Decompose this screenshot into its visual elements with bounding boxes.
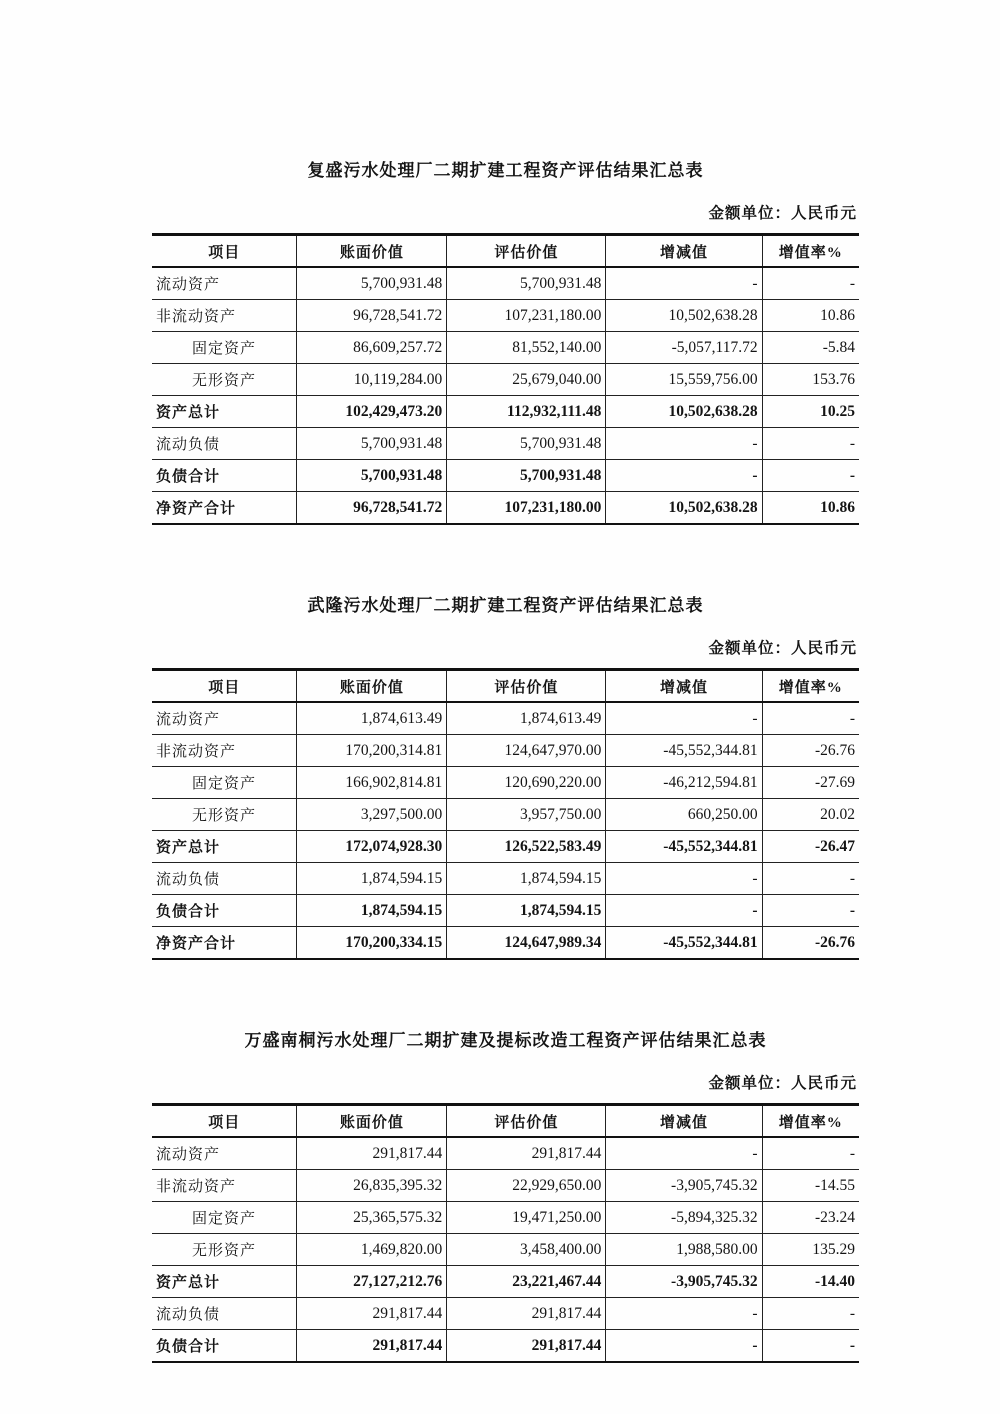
cell-value: 107,231,180.00 [447,492,606,525]
table-row [152,300,859,332]
column-header: 项目 [152,235,297,268]
row-label: 固定资产 [152,332,297,364]
table-title-wulong: 武隆污水处理厂二期扩建工程资产评估结果汇总表 [307,596,704,615]
cell-value: -5,894,325.32 [606,1202,762,1234]
cell-value: 22,929,650.00 [447,1170,606,1202]
row-label: 非流动资产 [152,300,297,332]
cell-value: 1,874,594.15 [447,863,606,895]
cell-value: - [762,1298,859,1330]
cell-value: 96,728,541.72 [297,492,447,525]
row-label: 流动负债 [152,428,297,460]
table-header-row [152,1105,859,1138]
row-label: 无形资产 [152,1234,297,1266]
cell-value: 166,902,814.81 [297,767,447,799]
row-label: 流动资产 [152,267,297,300]
cell-value: 5,700,931.48 [447,428,606,460]
column-header: 增减值 [606,670,762,703]
column-header: 项目 [152,1105,297,1138]
row-label: 流动资产 [152,1137,297,1170]
table-row [152,702,859,735]
cell-value: - [762,863,859,895]
table-row [152,460,859,492]
table-row [152,1202,859,1234]
cell-value: - [762,460,859,492]
cell-value: 1,874,594.15 [297,863,447,895]
cell-value: 1,874,594.15 [447,895,606,927]
cell-value: 291,817.44 [297,1330,447,1363]
table-row [152,1330,859,1363]
row-label: 负债合计 [152,895,297,927]
asset-summary-table-wansheng-nantong [152,1103,859,1363]
cell-value: 1,469,820.00 [297,1234,447,1266]
cell-value: 112,932,111.48 [447,396,606,428]
table-body [152,1137,859,1362]
table-title-wansheng-nantong: 万盛南桐污水处理厂二期扩建及提标改造工程资产评估结果汇总表 [244,1031,767,1050]
table-body [152,702,859,959]
row-label: 资产总计 [152,1266,297,1298]
table-section-fusheng [0,0,1000,525]
cell-value: -14.40 [762,1266,859,1298]
cell-value: 10.86 [762,300,859,332]
cell-value: 27,127,212.76 [297,1266,447,1298]
cell-value: 10,502,638.28 [606,300,762,332]
column-header: 评估价值 [447,1105,606,1138]
cell-value: 172,074,928.30 [297,831,447,863]
cell-value: -45,552,344.81 [606,735,762,767]
table-header-row [152,670,859,703]
cell-value: - [762,1137,859,1170]
asset-summary-table-fusheng [152,233,859,525]
cell-value: 135.29 [762,1234,859,1266]
cell-value: -26.76 [762,927,859,960]
cell-value: 19,471,250.00 [447,1202,606,1234]
row-label: 非流动资产 [152,1170,297,1202]
cell-value: 1,988,580.00 [606,1234,762,1266]
cell-value: 10.86 [762,492,859,525]
column-header: 增减值 [606,1105,762,1138]
row-label: 无形资产 [152,799,297,831]
cell-value: 291,817.44 [447,1330,606,1363]
cell-value: 3,957,750.00 [447,799,606,831]
cell-value: -46,212,594.81 [606,767,762,799]
cell-value: 5,700,931.48 [297,460,447,492]
row-label: 净资产合计 [152,927,297,960]
row-label: 流动负债 [152,863,297,895]
cell-value: - [762,702,859,735]
cell-value: 291,817.44 [297,1298,447,1330]
row-label: 负债合计 [152,1330,297,1363]
table-header-row [152,235,859,268]
cell-value: - [762,895,859,927]
column-header: 增值率% [762,670,859,703]
cell-value: 660,250.00 [606,799,762,831]
cell-value: -3,905,745.32 [606,1266,762,1298]
cell-value: 15,559,756.00 [606,364,762,396]
table-row [152,396,859,428]
cell-value: 126,522,583.49 [447,831,606,863]
cell-value: - [606,428,762,460]
cell-value: -45,552,344.81 [606,927,762,960]
cell-value: - [606,1298,762,1330]
table-section-wansheng-nantong [0,960,1000,1363]
cell-value: -23.24 [762,1202,859,1234]
cell-value: -14.55 [762,1170,859,1202]
cell-value: 291,817.44 [297,1137,447,1170]
table-row [152,267,859,300]
table-body [152,267,859,524]
table-row [152,1170,859,1202]
table-row [152,831,859,863]
cell-value: 81,552,140.00 [447,332,606,364]
row-label: 非流动资产 [152,735,297,767]
cell-value: -3,905,745.32 [606,1170,762,1202]
cell-value: - [762,1330,859,1363]
cell-value: 10,502,638.28 [606,396,762,428]
row-label: 负债合计 [152,460,297,492]
table-row [152,492,859,525]
table-row [152,364,859,396]
cell-value: 124,647,989.34 [447,927,606,960]
cell-value: 170,200,334.15 [297,927,447,960]
row-label: 资产总计 [152,831,297,863]
cell-value: - [606,460,762,492]
cell-value: - [606,895,762,927]
cell-value: -26.47 [762,831,859,863]
cell-value: 107,231,180.00 [447,300,606,332]
cell-value: - [606,702,762,735]
table-row [152,1266,859,1298]
cell-value: 3,297,500.00 [297,799,447,831]
cell-value: - [762,428,859,460]
column-header: 账面价值 [297,235,447,268]
table-title-fusheng: 复盛污水处理厂二期扩建工程资产评估结果汇总表 [307,161,704,180]
row-label: 流动负债 [152,1298,297,1330]
table-row [152,799,859,831]
asset-summary-table-wulong [152,668,859,960]
table-section-wulong [0,525,1000,960]
cell-value: 10.25 [762,396,859,428]
table-row [152,735,859,767]
cell-value: 170,200,314.81 [297,735,447,767]
cell-value: 291,817.44 [447,1298,606,1330]
row-label: 固定资产 [152,767,297,799]
row-label: 固定资产 [152,1202,297,1234]
column-header: 评估价值 [447,670,606,703]
cell-value: 25,365,575.32 [297,1202,447,1234]
cell-value: 10,502,638.28 [606,492,762,525]
cell-value: -26.76 [762,735,859,767]
cell-value: 102,429,473.20 [297,396,447,428]
column-header: 增值率% [762,1105,859,1138]
currency-unit-label: 金额单位：人民币元 [708,1075,857,1092]
cell-value: 10,119,284.00 [297,364,447,396]
column-header: 账面价值 [297,1105,447,1138]
column-header: 评估价值 [447,235,606,268]
cell-value: 124,647,970.00 [447,735,606,767]
cell-value: - [606,1137,762,1170]
currency-unit-label: 金额单位：人民币元 [708,640,857,657]
cell-value: -5,057,117.72 [606,332,762,364]
table-row [152,1137,859,1170]
cell-value: -27.69 [762,767,859,799]
cell-value: 23,221,467.44 [447,1266,606,1298]
cell-value: 120,690,220.00 [447,767,606,799]
cell-value: 26,835,395.32 [297,1170,447,1202]
table-row [152,767,859,799]
table-row [152,895,859,927]
cell-value: 1,874,613.49 [297,702,447,735]
column-header: 账面价值 [297,670,447,703]
cell-value: 25,679,040.00 [447,364,606,396]
cell-value: 291,817.44 [447,1137,606,1170]
cell-value: 86,609,257.72 [297,332,447,364]
cell-value: 5,700,931.48 [297,267,447,300]
cell-value: - [762,267,859,300]
cell-value: 1,874,613.49 [447,702,606,735]
cell-value: 1,874,594.15 [297,895,447,927]
cell-value: -5.84 [762,332,859,364]
row-label: 无形资产 [152,364,297,396]
cell-value: -45,552,344.81 [606,831,762,863]
table-row [152,332,859,364]
currency-unit-label: 金额单位：人民币元 [708,205,857,222]
cell-value: 20.02 [762,799,859,831]
table-row [152,863,859,895]
cell-value: 5,700,931.48 [297,428,447,460]
table-row [152,1234,859,1266]
table-row [152,428,859,460]
table-row [152,927,859,960]
cell-value: 5,700,931.48 [447,267,606,300]
cell-value: 3,458,400.00 [447,1234,606,1266]
column-header: 增值率% [762,235,859,268]
cell-value: - [606,1330,762,1363]
cell-value: - [606,267,762,300]
column-header: 增减值 [606,235,762,268]
row-label: 净资产合计 [152,492,297,525]
column-header: 项目 [152,670,297,703]
table-row [152,1298,859,1330]
row-label: 资产总计 [152,396,297,428]
row-label: 流动资产 [152,702,297,735]
cell-value: 5,700,931.48 [447,460,606,492]
cell-value: - [606,863,762,895]
cell-value: 96,728,541.72 [297,300,447,332]
cell-value: 153.76 [762,364,859,396]
